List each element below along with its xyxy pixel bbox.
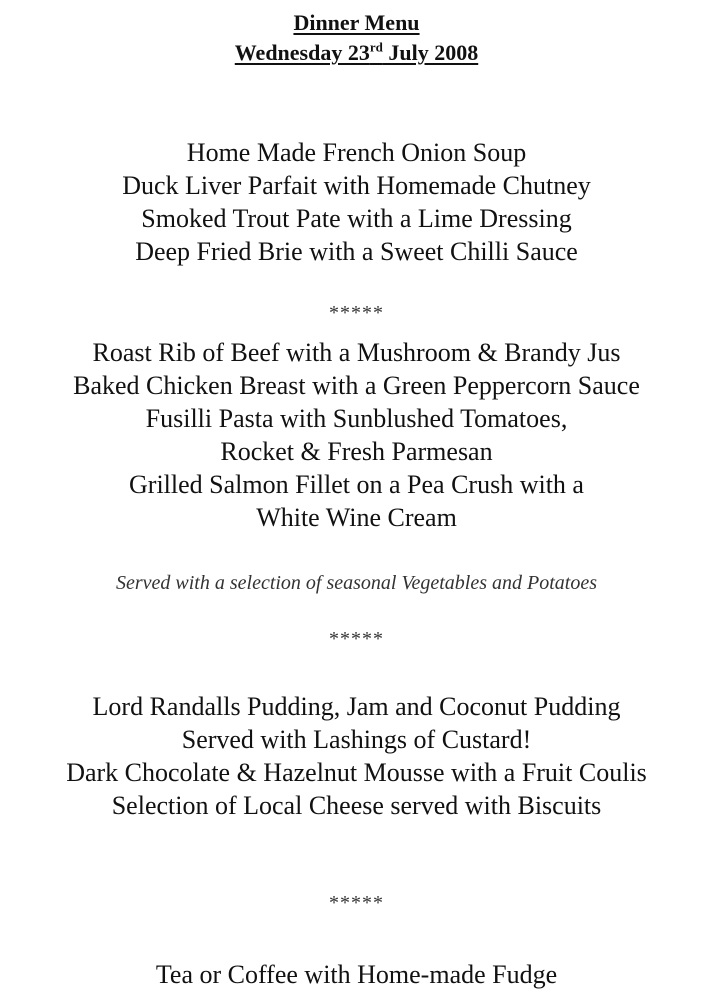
dessert-item: Served with Lashings of Custard! — [181, 725, 532, 754]
starters-section — [0, 136, 713, 268]
dessert-item: Lord Randalls Pudding, Jam and Coconut Pudding — [92, 692, 621, 721]
menu-date-suffix: rd — [369, 39, 383, 55]
starter-item: Home Made French Onion Soup — [186, 138, 527, 167]
served-with-note: Served with a selection of seasonal Vegetables and Potatoes — [115, 572, 598, 594]
section-divider: ***** — [329, 302, 384, 324]
main-item: Baked Chicken Breast with a Green Peppercorn Sauce — [73, 371, 640, 400]
desserts-section — [0, 690, 713, 822]
menu-title: Dinner Menu — [293, 10, 420, 35]
section-divider: ***** — [329, 628, 384, 650]
main-item: Grilled Salmon Fillet on a Pea Crush with a — [129, 470, 584, 499]
main-item: Rocket & Fresh Parmesan — [220, 437, 493, 466]
closing-item: Tea or Coffee with Home-made Fudge — [155, 960, 558, 989]
main-item: White Wine Cream — [256, 503, 457, 532]
section-divider: ***** — [329, 892, 384, 914]
main-item: Fusilli Pasta with Sunblushed Tomatoes, — [145, 404, 568, 433]
menu-date — [0, 40, 713, 66]
dessert-item: Dark Chocolate & Hazelnut Mousse with a Fruit Coulis — [66, 758, 647, 787]
starter-item: Deep Fried Brie with a Sweet Chilli Sauce — [135, 237, 578, 266]
dessert-item: Selection of Local Cheese served with Biscuits — [111, 791, 602, 820]
menu-date-prefix: Wednesday 23 — [234, 40, 370, 65]
closing-section — [0, 958, 713, 991]
starter-item: Smoked Trout Pate with a Lime Dressing — [141, 204, 572, 233]
main-item: Roast Rib of Beef with a Mushroom & Brandy Jus — [92, 338, 621, 367]
starter-item: Duck Liver Parfait with Homemade Chutney — [122, 171, 591, 200]
menu-date-rest: July 2008 — [382, 40, 479, 65]
mains-section — [0, 336, 713, 534]
